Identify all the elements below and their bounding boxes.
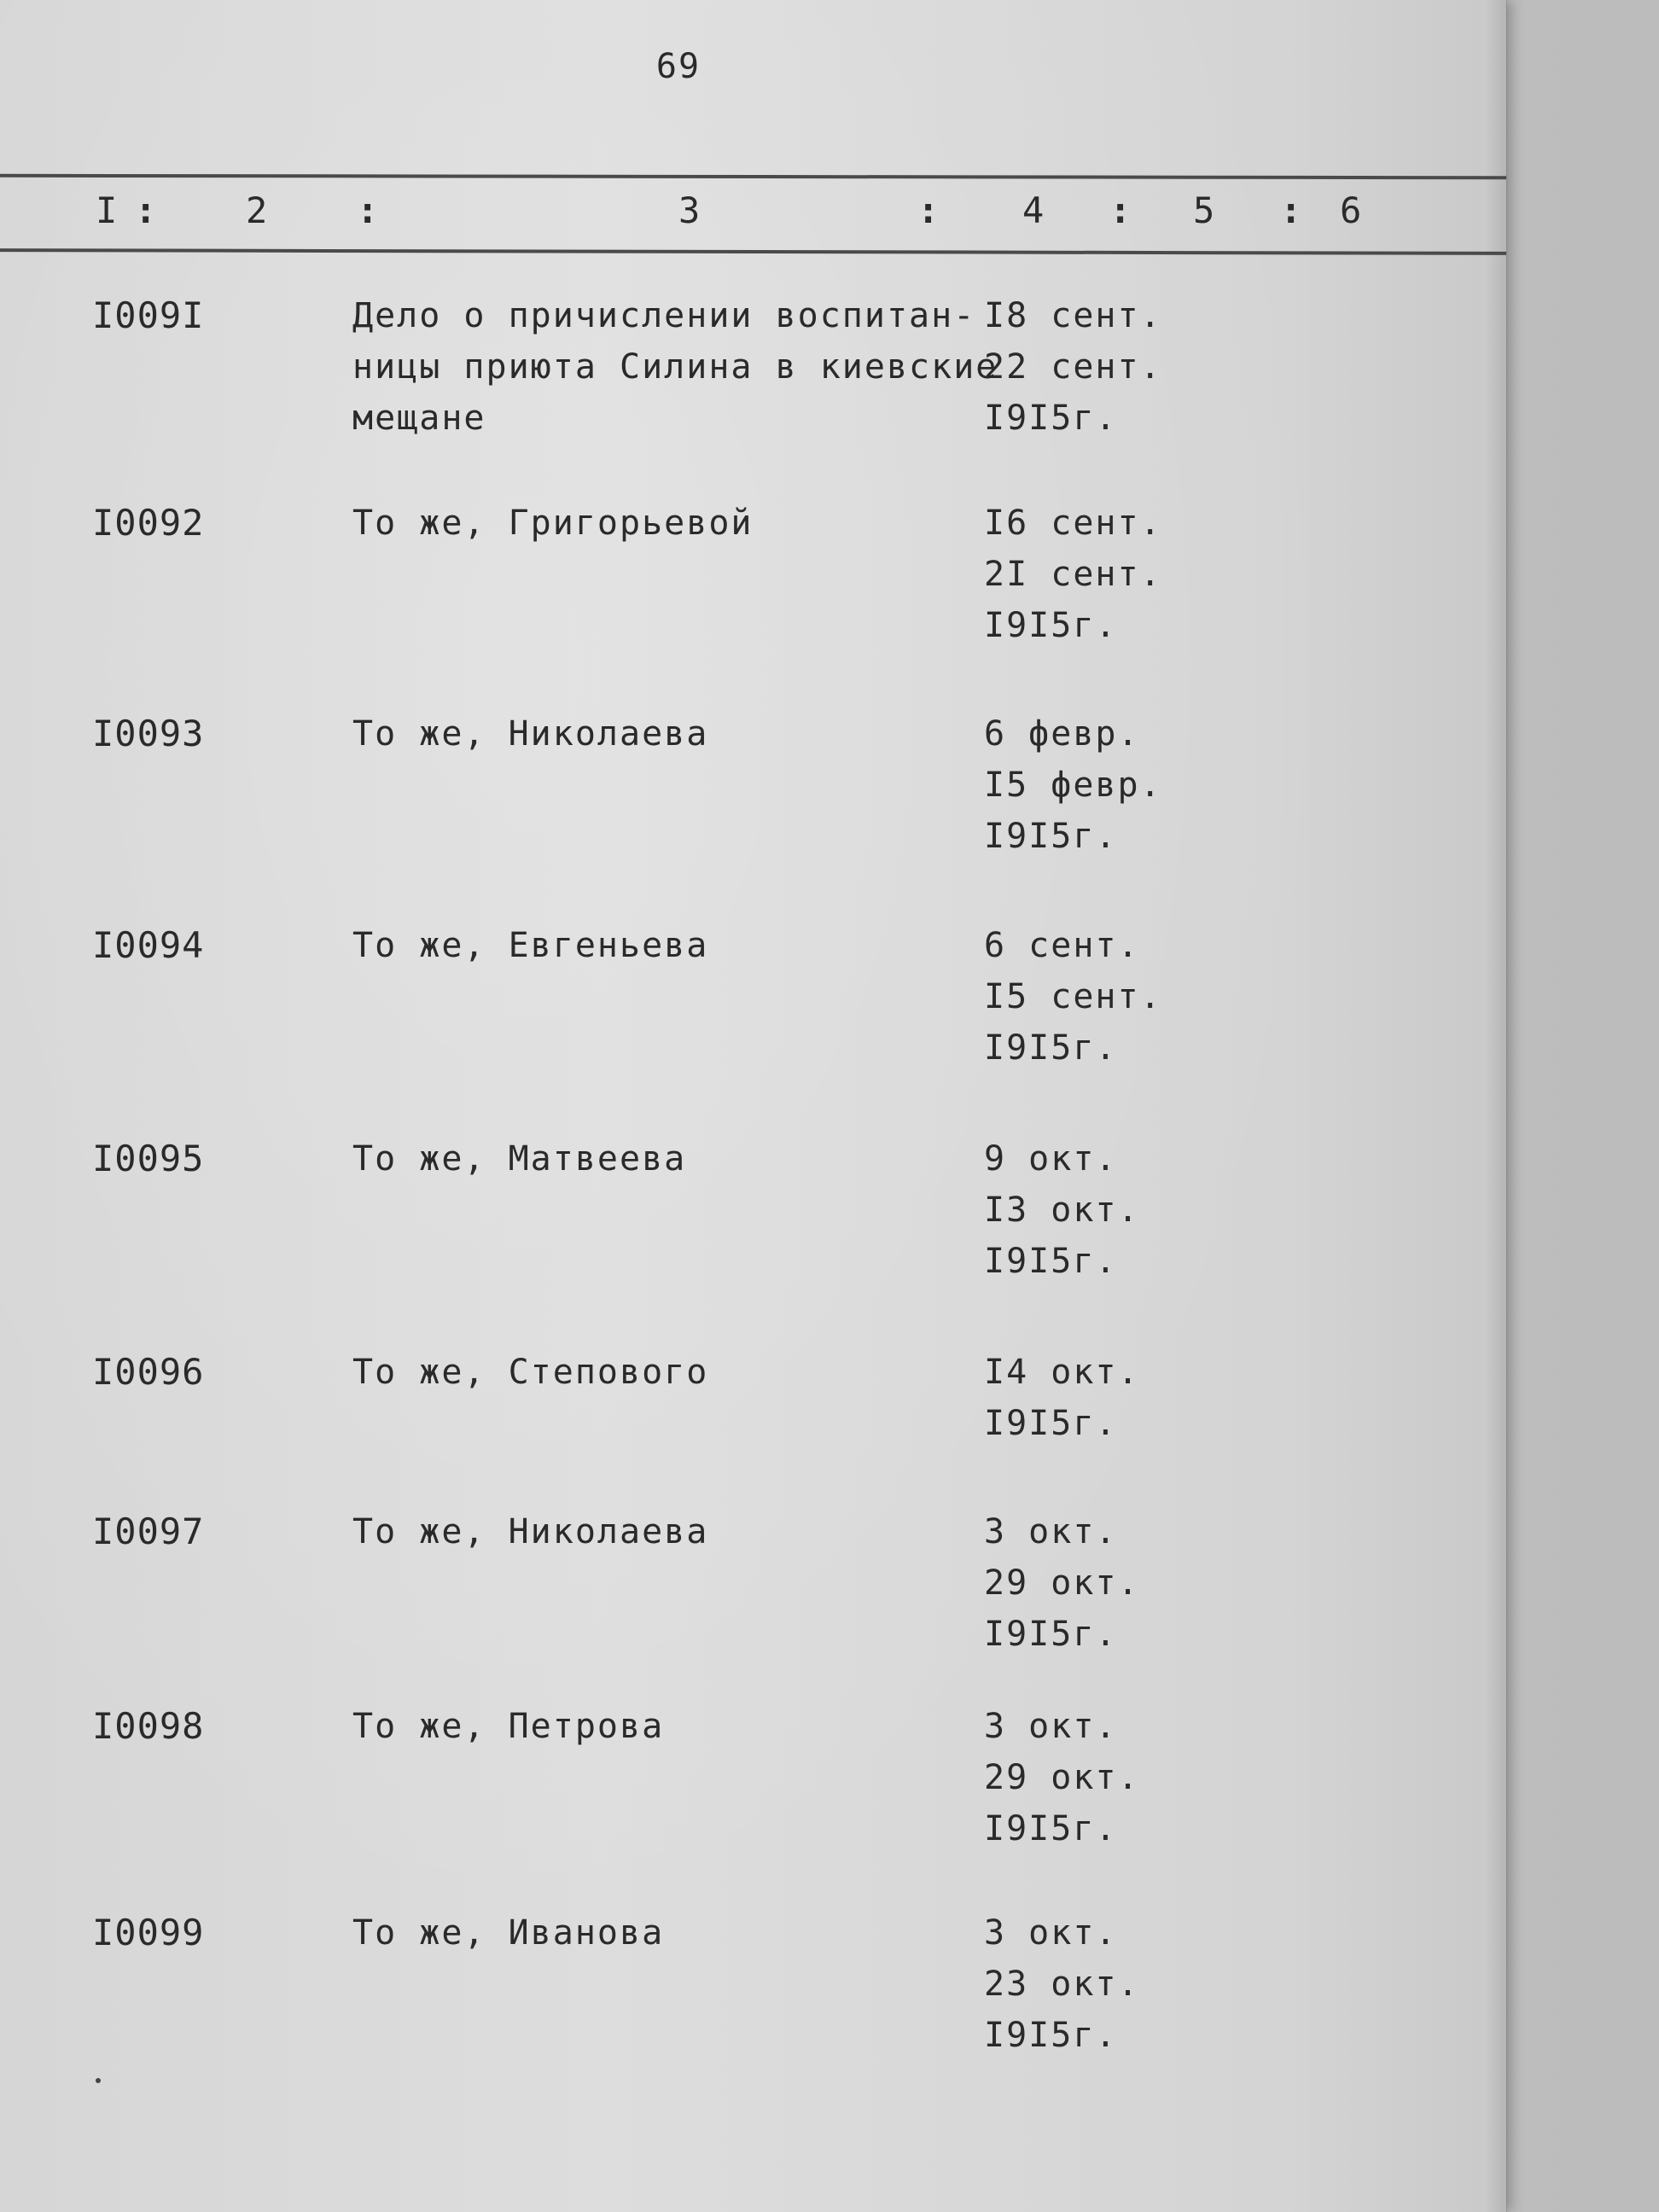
case-title — [352, 708, 984, 760]
date-line: 29 окт. — [984, 1758, 1140, 1797]
column-header-3: 3 — [678, 189, 701, 231]
column-header-5: 5 — [1193, 189, 1215, 231]
case-title — [352, 1907, 984, 1959]
column-separator: : — [917, 189, 940, 231]
case-number: I0098 — [92, 1705, 205, 1747]
case-title-line: ницы приюта Силина в киевские — [352, 347, 998, 387]
case-number: I009I — [92, 294, 205, 336]
date-line: I3 окт. — [984, 1190, 1140, 1230]
page-number: 69 — [655, 47, 701, 86]
case-title-line: То же, Николаева — [352, 714, 709, 754]
case-number: I0095 — [92, 1138, 205, 1179]
case-title — [352, 498, 984, 549]
date-line: I9I5г. — [984, 1028, 1118, 1068]
column-separator: : — [135, 189, 157, 231]
date-line: 22 сент. — [984, 347, 1162, 387]
case-number: I0092 — [92, 502, 205, 544]
case-dates — [984, 498, 1206, 651]
date-line: I9I5г. — [984, 1615, 1118, 1654]
date-line: I9I5г. — [984, 606, 1118, 645]
date-line: 3 окт. — [984, 1913, 1118, 1953]
case-number: I0099 — [92, 1912, 205, 1953]
case-dates — [984, 920, 1206, 1074]
case-number: I0093 — [92, 713, 205, 754]
case-dates — [984, 1506, 1206, 1660]
case-title-line: То же, Григорьевой — [352, 504, 754, 543]
case-dates — [984, 290, 1206, 444]
case-dates — [984, 708, 1206, 862]
date-line: I5 февр. — [984, 765, 1162, 805]
date-line: I9I5г. — [984, 1242, 1118, 1281]
case-title-line: То же, Матвеева — [352, 1139, 687, 1179]
case-dates — [984, 1133, 1206, 1287]
date-line: 3 окт. — [984, 1707, 1118, 1746]
date-line: I9I5г. — [984, 2016, 1118, 2055]
date-line: 29 окт. — [984, 1563, 1140, 1603]
date-line: I9I5г. — [984, 1809, 1118, 1848]
date-line: 6 февр. — [984, 714, 1140, 754]
date-line: I9I5г. — [984, 1404, 1118, 1443]
date-line: I5 сент. — [984, 977, 1162, 1016]
case-dates — [984, 1907, 1206, 2061]
date-line: 6 сент. — [984, 926, 1140, 965]
case-title-line: Дело о причислении воспитан- — [352, 296, 976, 335]
case-title-line: То же, Евгеньева — [352, 926, 709, 965]
case-title — [352, 1506, 984, 1557]
column-separator: : — [1109, 189, 1132, 231]
column-header-6: 6 — [1340, 189, 1362, 231]
case-title-line: мещане — [352, 399, 486, 438]
case-title — [352, 920, 984, 971]
header-rule-top — [0, 174, 1506, 179]
date-line: I8 сент. — [984, 296, 1162, 335]
date-line: 2I сент. — [984, 555, 1162, 594]
column-header-1: I — [96, 189, 118, 231]
case-number: I0094 — [92, 924, 205, 966]
date-line: I9I5г. — [984, 399, 1118, 438]
case-title-line: То же, Петрова — [352, 1707, 665, 1746]
date-line: 9 окт. — [984, 1139, 1118, 1179]
header-rule-bottom — [0, 248, 1506, 255]
paper-speck — [96, 2078, 101, 2083]
case-number: I0096 — [92, 1351, 205, 1393]
column-separator: : — [357, 189, 379, 231]
case-number: I0097 — [92, 1511, 205, 1552]
case-title — [352, 1347, 984, 1398]
case-dates — [984, 1347, 1206, 1449]
case-title — [352, 1133, 984, 1185]
case-title — [352, 1701, 984, 1752]
case-title-line: То же, Степового — [352, 1353, 709, 1392]
case-title — [352, 290, 998, 444]
case-title-line: То же, Николаева — [352, 1512, 709, 1551]
date-line: I6 сент. — [984, 504, 1162, 543]
sheet-edge-shadow — [1485, 0, 1507, 2212]
date-line: I9I5г. — [984, 817, 1118, 856]
date-line: I4 окт. — [984, 1353, 1140, 1392]
date-line: 23 окт. — [984, 1965, 1140, 2004]
case-title-line: То же, Иванова — [352, 1913, 665, 1953]
column-separator: : — [1280, 189, 1302, 231]
column-header-2: 2 — [246, 189, 268, 231]
column-header-4: 4 — [1022, 189, 1045, 231]
case-dates — [984, 1701, 1206, 1854]
date-line: 3 окт. — [984, 1512, 1118, 1551]
